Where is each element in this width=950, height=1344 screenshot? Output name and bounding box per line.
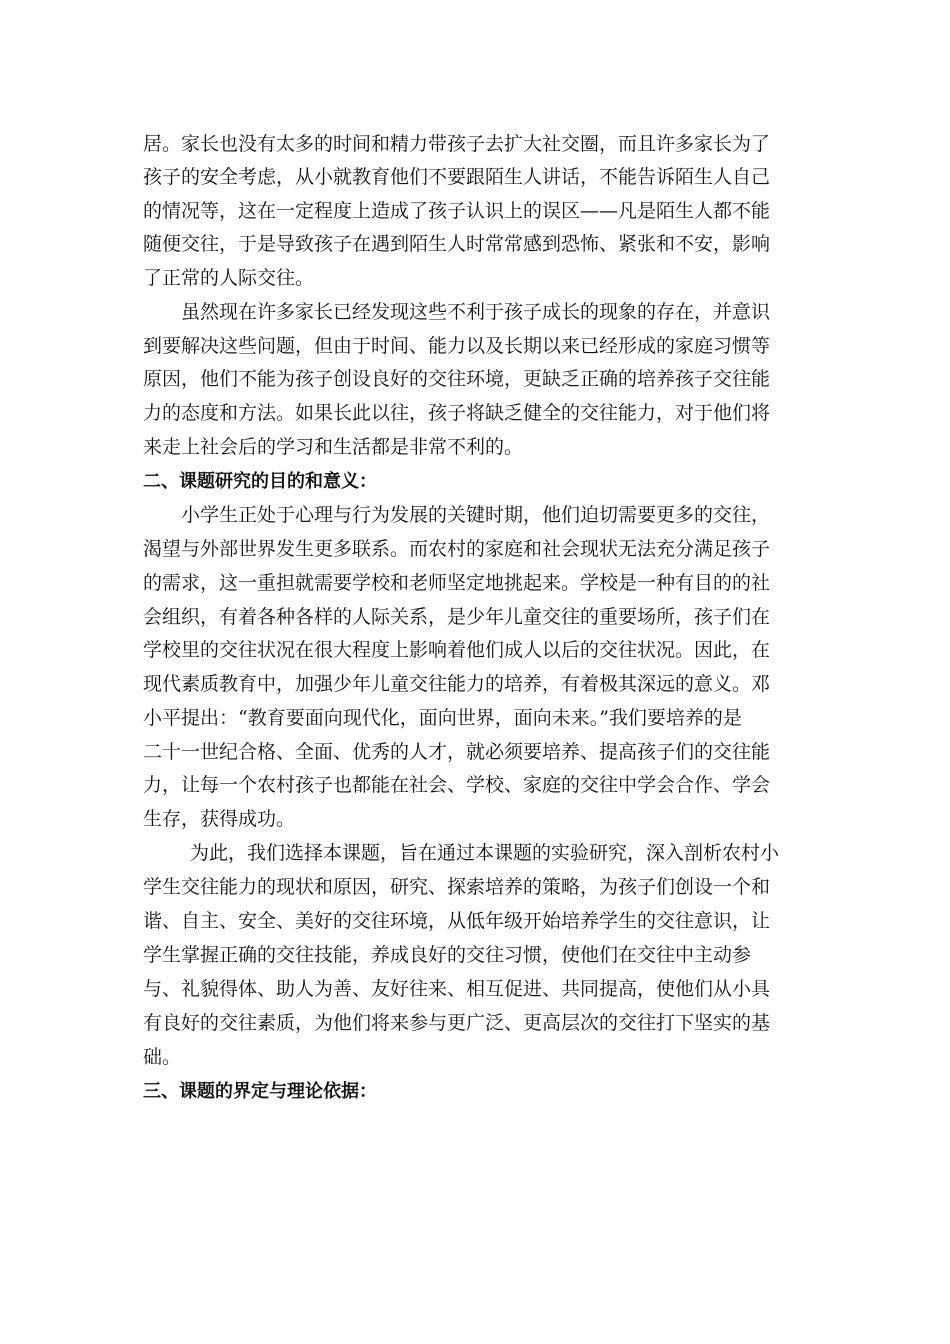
paragraph-2-line-4: 力的态度和方法。如果长此以往，孩子将缺乏健全的交往能力，对于他们将 [143, 402, 771, 424]
paragraph-2-line-3: 原因，他们不能为孩子创设良好的交往环境，更缺乏正确的培养孩子交往能 [143, 368, 771, 390]
paragraph-3-line-9: 力，让每一个农村孩子也都能在社会、学校、家庭的交往中学会合作、学会 [143, 774, 771, 796]
section-heading-2: 二、课题研究的目的和意义： [143, 471, 377, 492]
paragraph-2-line-2: 到要解决这些问题，但由于时间、能力以及长期以来已经形成的家庭习惯等 [143, 335, 771, 357]
paragraph-3-line-5: 学校里的交往状况在很大程度上影响着他们成人以后的交往状况。因此，在 [143, 639, 771, 661]
paragraph-3-line-6: 现代素质教育中，加强少年儿童交往能力的培养，有着极其深远的意义。邓 [143, 673, 771, 695]
paragraph-4-line-2: 学生交往能力的现状和原因，研究、探索培养的策略，为孩子们创设一个和 [143, 876, 771, 898]
paragraph-4-line-4: 学生掌握正确的交往技能，养成良好的交往习惯，使他们在交往中主动参 [143, 944, 752, 966]
paragraph-1-line-3: 的情况等，这在一定程度上造成了孩子认识上的误区——凡是陌生人都不能 [143, 200, 771, 222]
paragraph-4-line-3: 谐、自主、安全、美好的交往环境，从低年级开始培养学生的交往意识，让 [143, 910, 771, 932]
paragraph-4-line-6: 有良好的交往素质，为他们将来参与更广泛、更高层次的交往打下坚实的基 [143, 1012, 771, 1034]
paragraph-2-line-1: 虽然现在许多家长已经发现这些不利于孩子成长的现象的存在，并意识 [181, 301, 771, 323]
paragraph-1-line-1: 居。家长也没有太多的时间和精力带孩子去扩大社交圈，而且许多家长为了 [143, 133, 771, 155]
paragraph-4-line-1: 为此，我们选择本课题，旨在通过本课题的实验研究，深入剖析农村小 [190, 842, 780, 864]
paragraph-3-line-8: 二十一世纪合格、全面、优秀的人才，就必须要培养、提高孩子们的交往能 [143, 741, 771, 763]
paragraph-4-line-5: 与、礼貌得体、助人为善、友好往来、相互促进、共同提高，使他们从小具 [143, 978, 771, 1000]
paragraph-1-line-2: 孩子的安全考虑，从小就教育他们不要跟陌生人讲话，不能告诉陌生人自己 [143, 166, 771, 188]
paragraph-3-line-10: 生存，获得成功。 [143, 808, 296, 830]
paragraph-3-line-2: 渴望与外部世界发生更多联系。而农村的家庭和社会现状无法充分满足孩子 [143, 538, 771, 560]
paragraph-3-line-1: 小学生正处于心理与行为发展的关键时期，他们迫切需要更多的交往， [181, 504, 771, 526]
paragraph-1-line-5: 了正常的人际交往。 [143, 267, 315, 289]
paragraph-2-line-5: 来走上社会后的学习和生活都是非常不利的。 [143, 436, 524, 458]
paragraph-3-line-3: 的需求，这一重担就需要学校和老师坚定地挑起来。学校是一种有目的的社 [143, 572, 771, 594]
paragraph-3-line-4: 会组织，有着各种各样的人际关系，是少年儿童交往的重要场所，孩子们在 [143, 606, 771, 628]
paragraph-4-line-7: 础。 [143, 1046, 182, 1068]
section-heading-3: 三、课题的界定与理论依据： [143, 1081, 377, 1102]
paragraph-1-line-4: 随便交往，于是导致孩子在遇到陌生人时常常感到恐怖、紧张和不安，影响 [143, 233, 771, 255]
paragraph-3-line-7: 小平提出：“教育要面向现代化，面向世界，面向未来。”我们要培养的是 [143, 707, 742, 729]
